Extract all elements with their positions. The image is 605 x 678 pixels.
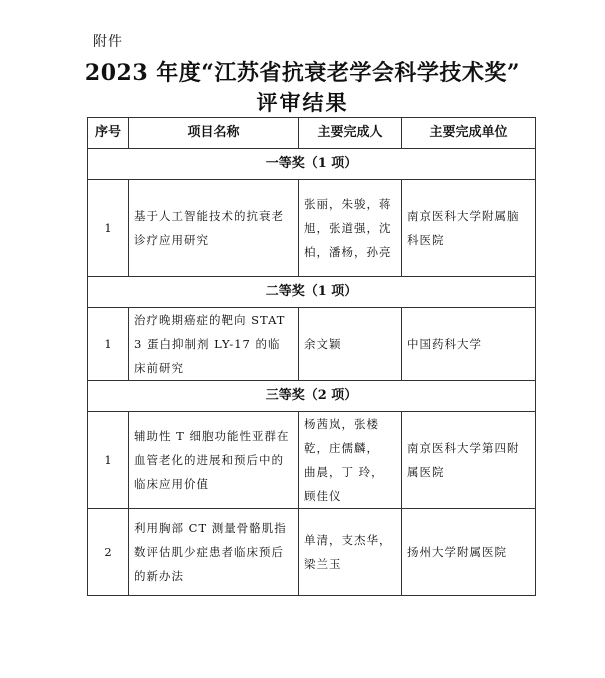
row-number: 1	[88, 180, 129, 277]
row-contributors: 余文颖	[299, 308, 402, 381]
row-contributors: 单清，支杰华，梁兰玉	[299, 509, 402, 596]
row-project-name: 基于人工智能技术的抗衰老诊疗应用研究	[129, 180, 299, 277]
header-main-contributors: 主要完成人	[299, 118, 402, 149]
row-unit: 南京医科大学附属脑科医院	[402, 180, 536, 277]
row-contributors: 张丽，朱骏，蒋旭，张道强，沈柏，潘杨，孙亮	[299, 180, 402, 277]
table-row	[88, 509, 536, 596]
section-label: 三等奖（2 项）	[88, 381, 536, 412]
document-subtitle: 评审结果	[256, 90, 349, 115]
table-header-row	[88, 118, 536, 149]
section-label: 二等奖（1 项）	[88, 277, 536, 308]
table-row	[88, 308, 536, 381]
annex-label: 附件	[93, 34, 123, 50]
row-number: 1	[88, 308, 129, 381]
section-row-first-prize	[88, 149, 536, 180]
table-row	[88, 180, 536, 277]
results-table	[87, 117, 536, 596]
row-contributors: 杨茜岚，张楼乾，庄儒麟， 曲晨，丁 玲， 顾佳仪	[299, 412, 402, 509]
table-row	[88, 412, 536, 509]
document-title: 2023 年度“江苏省抗衰老学会科学技术奖”	[84, 60, 521, 86]
header-project-name: 项目名称	[129, 118, 299, 149]
section-row-second-prize	[88, 277, 536, 308]
section-row-third-prize	[88, 381, 536, 412]
row-project-name: 治疗晚期癌症的靶向 STAT3 蛋白抑制剂 LY-17 的临床前研究	[129, 308, 299, 381]
row-project-name: 辅助性 T 细胞功能性亚群在血管老化的进展和预后中的临床应用价值	[129, 412, 299, 509]
row-unit: 中国药科大学	[402, 308, 536, 381]
row-project-name: 利用胸部 CT 测量骨骼肌指数评估肌少症患者临床预后的新办法	[129, 509, 299, 596]
row-number: 1	[88, 412, 129, 509]
row-unit: 扬州大学附属医院	[402, 509, 536, 596]
header-number: 序号	[88, 118, 129, 149]
row-number: 2	[88, 509, 129, 596]
header-main-units: 主要完成单位	[402, 118, 536, 149]
section-label: 一等奖（1 项）	[88, 149, 536, 180]
row-unit: 南京医科大学第四附属医院	[402, 412, 536, 509]
